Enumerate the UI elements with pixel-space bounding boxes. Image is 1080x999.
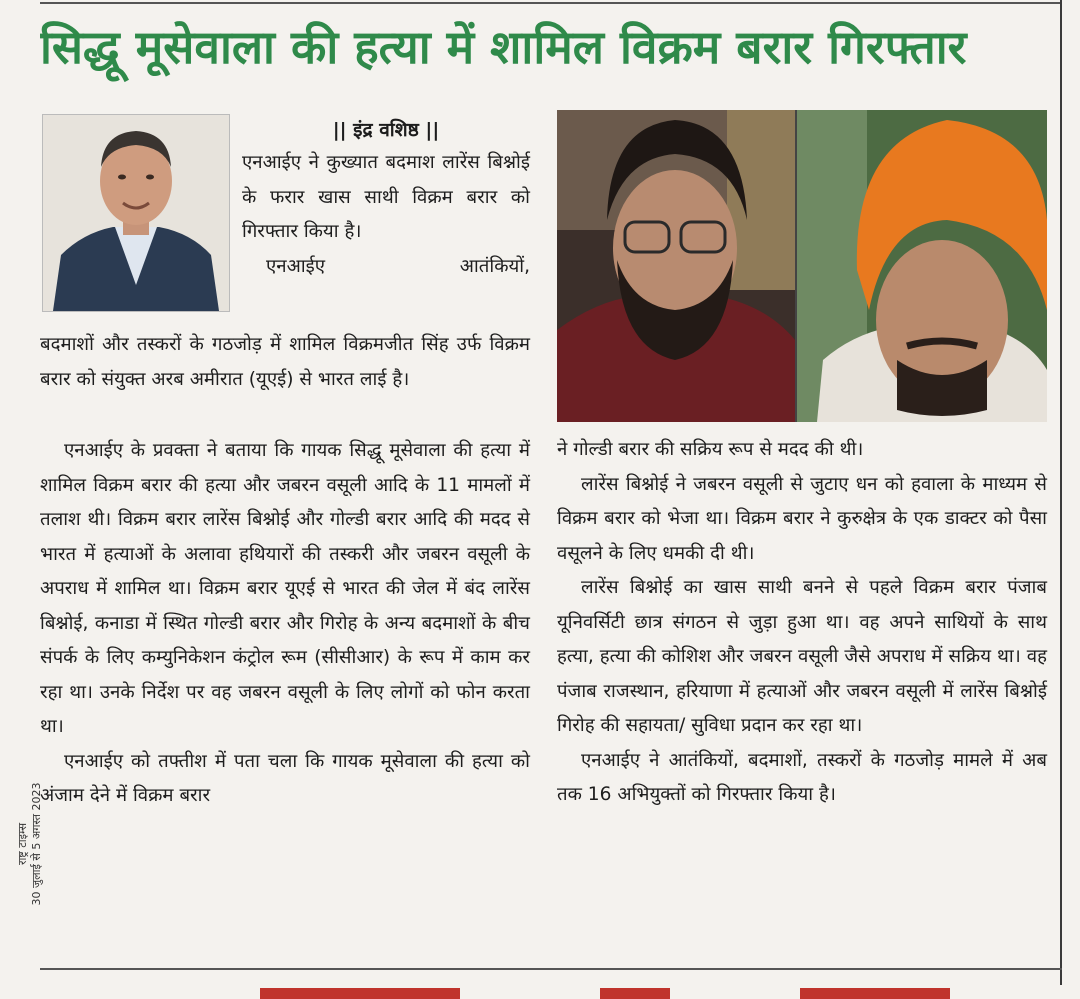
left-paragraph-1: एनआईए के प्रवक्ता ने बताया कि गायक सिद्धू मूसेवाला की हत्या में शामिल विक्रम बरार की हत्या और जबरन वसूली आदि के 11 मामलों में तलाश थी। विक्रम बरार लारेंस बिश्नोई और गोल्डी बरार आदि की मदद से भारत में हत्याओं के अलावा हथियारों की तस्करी और जबरन वसूली के अपराध में शामिल था। विक्रम बरार यूएई से भारत की जेल में बंद लारेंस बिश्नोई, कनाडा में स्थित गोल्डी बरार और गिरोह के अन्य बदमाशों के बीच संपर्क के लिए कम्युनिकेशन कंट्रोल रूम (सीसीआर) के रूप में काम कर रहा था। उनके निर्देश पर वह जबरन वसूली के लिए लोगों को फोन करता था। <box>40 440 530 737</box>
byline: || इंद्र वशिष्ठ || <box>332 119 440 141</box>
bottom-rule <box>40 968 1062 970</box>
author-photo <box>42 114 230 312</box>
suspects-photo-image <box>557 110 1047 422</box>
right-paragraph-3: एनआईए ने आतंकियों, बदमाशों, तस्करों के गठजोड़ मामले में अब तक 16 अभियुक्तों को गिरफ्तार किया है। <box>557 749 1047 805</box>
left-column-lead <box>40 328 530 397</box>
right-column <box>557 433 1047 813</box>
cropped-red-text-strip <box>40 982 1050 999</box>
intro-paragraph-2: एनआईए आतंकियों, <box>266 255 530 277</box>
right-paragraph-2: लारेंस बिश्नोई का खास साथी बनने से पहले विक्रम बरार पंजाब यूनिवर्सिटी छात्र संगठन से जुड़ा हुआ था। वह अपने साथियों के साथ हत्या, हत्या की कोशिश और जबरन वसूली जैसे अपराध में सक्रिय था। वह पंजाब राजस्थान, हरियाणा में हत्याओं और जबरन वसूली में लारेंस बिश्नोई गिरोह की सहायता/ सुविधा प्रदान कर रहा था। <box>557 577 1047 736</box>
next-headline-fragment <box>40 982 1050 999</box>
left-paragraph-2: एनआईए को तफ्तीश में पता चला कि गायक मूसेवाला की हत्या को अंजाम देने में विक्रम बरार <box>40 750 530 806</box>
headline: सिद्धू मूसेवाला की हत्या में शामिल विक्रम बरार गिरफ्तार <box>40 20 967 74</box>
top-rule <box>40 2 1062 4</box>
intro-paragraph-1: एनआईए ने कुख्यात बदमाश लारेंस बिश्नोई के फरार खास साथी विक्रम बरार को गिरफ्तार किया है। <box>242 152 530 242</box>
left-column <box>40 434 530 814</box>
source-credit <box>16 744 44 944</box>
author-portrait-image <box>43 115 229 311</box>
intro-column <box>242 146 530 284</box>
right-paragraph-1: लारेंस बिश्नोई ने जबरन वसूली से जुटाए धन को हवाला के माध्यम से विक्रम बरार को भेजा था। विक्रम बरार ने कुरुक्षेत्र के एक डाक्टर को पैसा वसूलने के लिए धमकी दी थी। <box>557 473 1047 564</box>
source-credit-paper: राष्ट्र टाइम्स <box>16 822 29 866</box>
right-continuation: ने गोल्डी बरार की सक्रिय रूप से मदद की थी। <box>557 439 864 460</box>
lead-continuation: बदमाशों और तस्करों के गठजोड़ में शामिल विक्रमजीत सिंह उर्फ विक्रम बरार को संयुक्त अरब अमीरात (यूएई) से भारत लाई है। <box>40 334 530 390</box>
source-credit-date: 30 जुलाई से 5 अगस्त 2023 <box>30 782 43 906</box>
column-divider-right <box>1060 0 1062 985</box>
news-photo <box>557 110 1047 422</box>
